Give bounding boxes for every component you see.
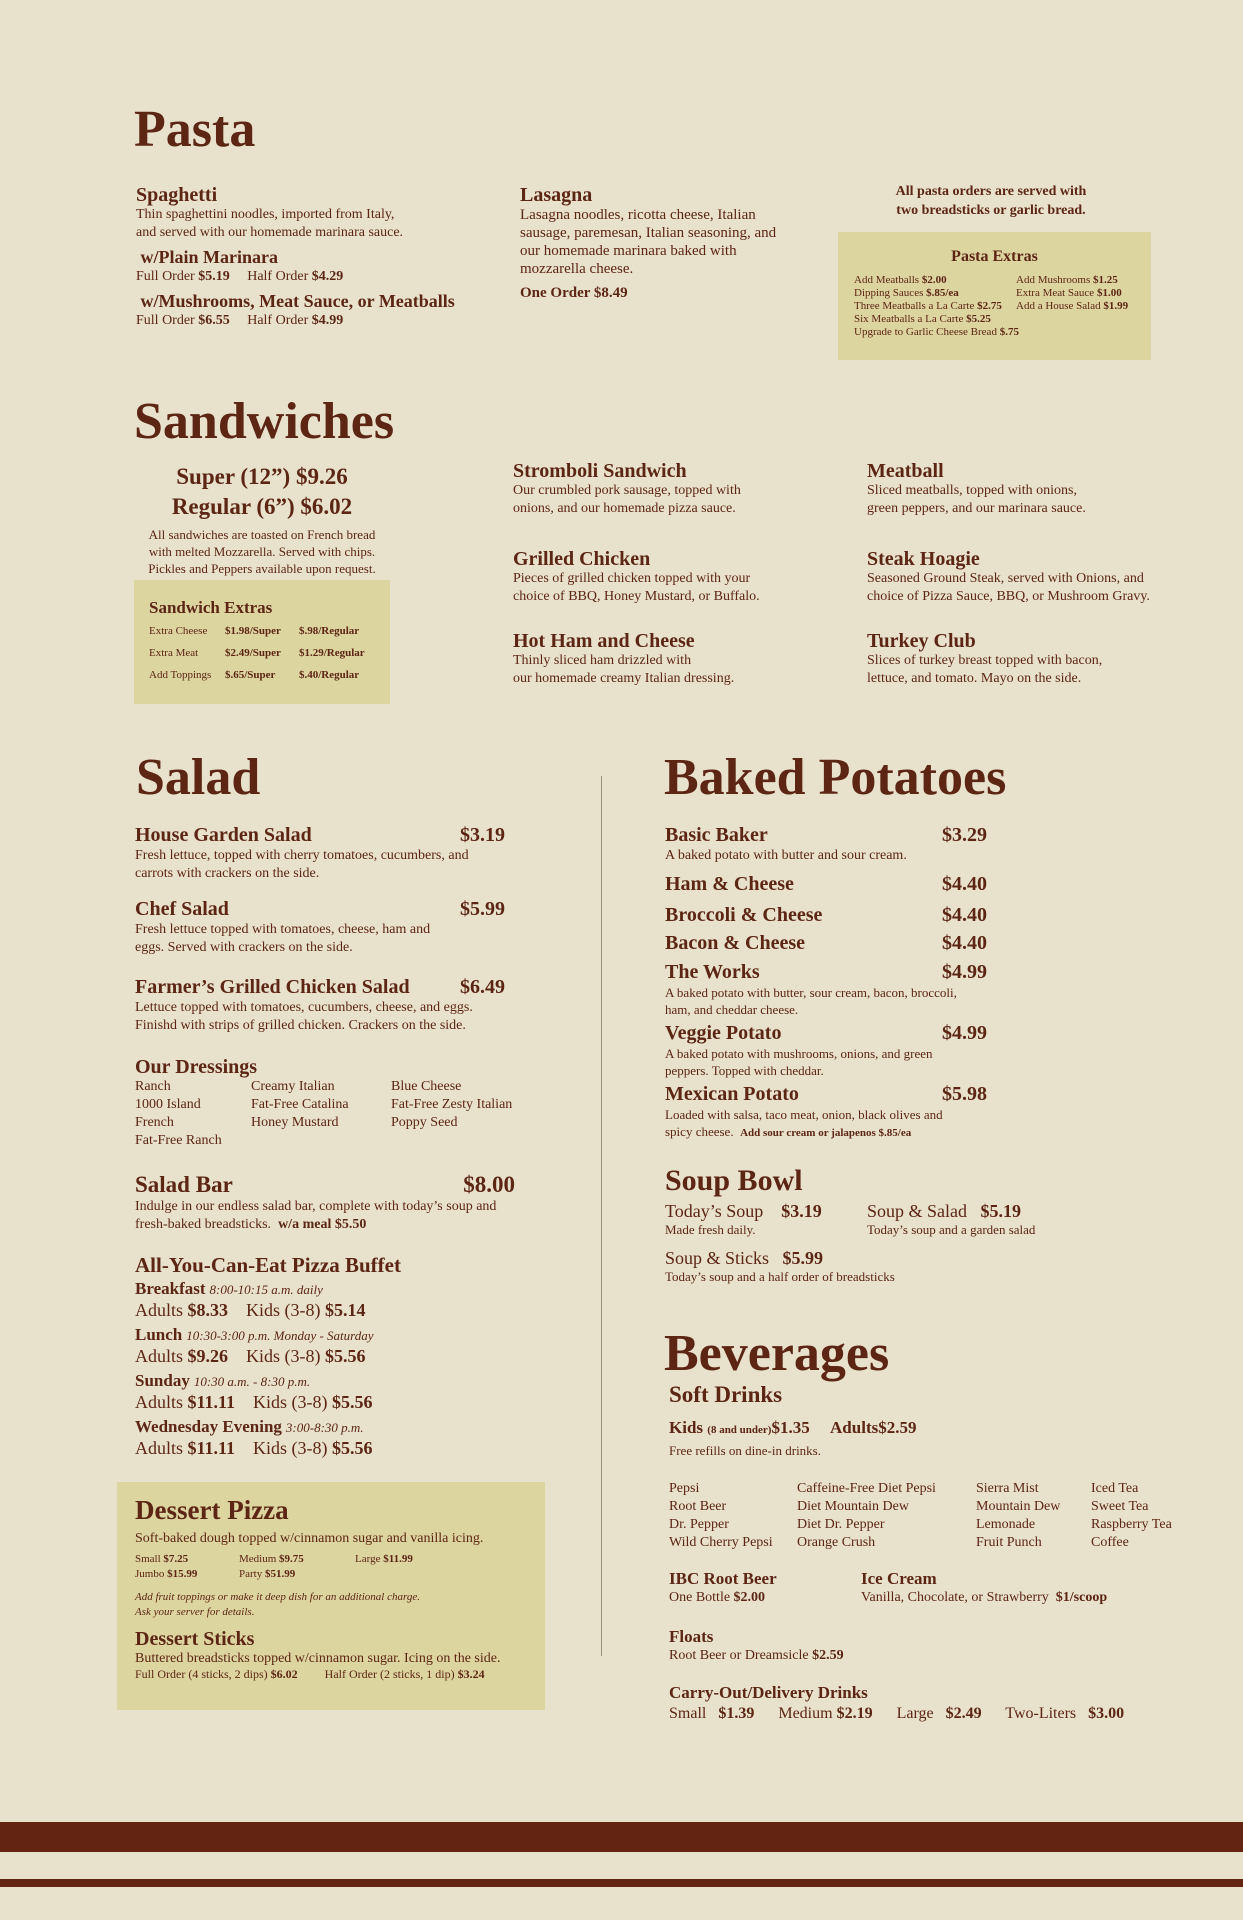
sandwich-item (513, 548, 833, 606)
dressings-col-3 (391, 1078, 512, 1150)
lasagna-desc-3: our homemade marinara baked with (520, 243, 737, 259)
sandwich-note-3: Pickles and Peppers available upon request. (148, 561, 376, 576)
salad-item-desc-1: Lettuce topped with tomatoes, cucumbers, cheese, and eggs. (135, 1000, 473, 1015)
soup-today: Today’s Soup $3.19 Made fresh daily. (665, 1201, 822, 1237)
spaghetti-option-meat-prices: Full Order $6.55 Half Order $4.99 (136, 312, 344, 328)
potato-item: Basic Baker $3.29 A baked potato with butter and sour cream. (665, 824, 987, 863)
sandwich-note-1: All sandwiches are toasted on French bread (148, 527, 376, 542)
spaghetti-option-plain: w/Plain Marinara (140, 247, 278, 267)
sandwich-extra-meat: Extra Meat $2.49/Super $1.29/Regular (149, 647, 365, 659)
extra-garlic-cheese-bread: Upgrade to Garlic Cheese Bread $.75 (854, 326, 1019, 338)
dressing-item: 1000 Island (135, 1097, 201, 1112)
dressing-item: Fat-Free Zesty Italian (391, 1097, 513, 1112)
footer-band-thin (0, 1879, 1243, 1887)
free-refills-note: Free refills on dine-in drinks. (669, 1443, 821, 1458)
soft-drink-prices: Kids (8 and under)$1.35 Adults$2.59 Free refills on dine-in drinks. (669, 1418, 1169, 1460)
salad-item-desc-2: eggs. Served with crackers on the side. (135, 940, 353, 955)
lasagna-price: One Order $8.49 (520, 285, 628, 301)
dessert-box (117, 1482, 545, 1710)
pasta-extras-col-2 (1016, 274, 1128, 339)
lasagna-desc-2: sausage, paremesan, Italian seasoning, and (520, 225, 777, 241)
sandwich-item-name: Grilled Chicken (513, 548, 651, 570)
soup-and-salad: Soup & Salad $5.19 Today’s soup and a garden salad (867, 1201, 1036, 1237)
salad-title: Salad (136, 749, 261, 806)
sandwiches-title: Sandwiches (134, 393, 395, 450)
sandwich-item (867, 630, 1227, 688)
potatoes-title: Baked Potatoes (664, 749, 1007, 806)
pizza-buffet (135, 1254, 555, 1459)
spaghetti-name: Spaghetti (136, 184, 218, 206)
sandwich-item-desc-2: lettuce, and tomato. Mayo on the side. (867, 671, 1082, 686)
footer-band-thick (0, 1822, 1243, 1852)
extra-add-mushrooms: Add Mushrooms $1.25 (1016, 274, 1118, 286)
spaghetti-option-plain-prices: Full Order $5.19 Half Order $4.29 (136, 268, 344, 284)
salad-bar-name: Salad Bar (135, 1172, 233, 1197)
pasta-title: Pasta (134, 101, 256, 158)
sandwich-item-name: Steak Hoagie (867, 548, 980, 570)
dressings-title: Our Dressings (135, 1056, 258, 1078)
sandwich-extra-toppings: Add Toppings $.65/Super $.40/Regular (149, 669, 360, 681)
salad-item-price: $3.19 (460, 824, 505, 846)
soup-and-sticks: Soup & Sticks $5.99 Today’s soup and a half order of breadsticks (665, 1248, 895, 1284)
salad-item-price: $6.49 (460, 976, 505, 998)
spaghetti-option-meat: w/Mushrooms, Meat Sauce, or Meatballs (140, 290, 455, 311)
dressings-section (135, 1056, 535, 1150)
sandwich-item-desc-1: Seasoned Ground Steak, served with Onions, and (867, 571, 1144, 586)
dessert-pizza-desc: Soft-baked dough topped w/cinnamon sugar and vanilla icing. (135, 1530, 484, 1546)
sandwich-extras-list (149, 620, 390, 686)
potato-item: Mexican Potato $5.98 Loaded with salsa, taco meat, onion, black olives and spicy cheese. Add sour cream or jalapenos $.85/ea (665, 1083, 987, 1139)
sandwich-item-name: Stromboli Sandwich (513, 460, 687, 482)
dessert-pizza-sizes: Small $7.25 Medium $9.75 Large $11.99 Jumbo $15.99 Party $51.99 (135, 1552, 413, 1580)
potato-item: The Works $4.99 A baked potato with butter, sour cream, bacon, broccoli, ham, and cheddar cheese. (665, 961, 987, 1017)
salad-item-desc-1: Fresh lettuce, topped with cherry tomatoes, cucumbers, and (135, 848, 469, 863)
spaghetti-desc-2: and served with our homemade marinara sauce. (136, 225, 404, 240)
dressing-item: Fat-Free Ranch (135, 1133, 222, 1148)
lasagna-name: Lasagna (520, 184, 593, 206)
dressing-item: Ranch (135, 1079, 171, 1094)
spaghetti-item (136, 184, 496, 330)
salad-item-name: Farmer’s Grilled Chicken Salad (135, 976, 410, 998)
salad-item-name: Chef Salad (135, 898, 229, 920)
dressing-item: French (135, 1115, 174, 1130)
dressing-item: Fat-Free Catalina (251, 1097, 349, 1112)
sandwich-item (867, 460, 1227, 518)
pasta-served-note (838, 182, 1144, 220)
extra-dipping-sauces: Dipping Sauces $.85/ea (854, 287, 959, 299)
buffet-row-wednesday: Wednesday Evening 3:00-8:30 p.m. Adults $11.11 Kids (3-8) $5.56 (135, 1417, 373, 1459)
column-divider (601, 776, 602, 1656)
salad-bar (135, 1172, 515, 1234)
potatoes-list (665, 824, 987, 1142)
floats: Floats Root Beer or Dreamsicle $2.59 (669, 1627, 844, 1663)
soft-drink-col-1: Pepsi Root Beer Dr. Pepper Wild Cherry Pepsi (669, 1481, 773, 1550)
sandwich-extras-box (134, 580, 390, 704)
sandwich-item (513, 460, 833, 518)
lasagna-desc-1: Lasagna noodles, ricotta cheese, Italian (520, 207, 756, 223)
salad-item (135, 824, 505, 883)
dressing-item: Poppy Seed (391, 1115, 458, 1130)
buffet-row-lunch: Lunch 10:30-3:00 p.m. Monday - Saturday Adults $9.26 Kids (3-8) $5.56 (135, 1325, 374, 1367)
pasta-extras-title: Pasta Extras (951, 248, 1038, 265)
dessert-sticks-prices: Full Order (4 sticks, 2 dips) $6.02 Half Order (2 sticks, 1 dip) $3.24 (135, 1666, 485, 1681)
salad-item-desc-2: carrots with crackers on the side. (135, 866, 320, 881)
soft-drink-col-4: Iced Tea Sweet Tea Raspberry Tea Coffee (1091, 1481, 1172, 1550)
salad-item-name: House Garden Salad (135, 824, 312, 846)
soft-drink-list (669, 1480, 1172, 1552)
salad-bar-price: $8.00 (463, 1172, 515, 1197)
extra-add-meatballs: Add Meatballs $2.00 (854, 274, 947, 286)
dressings-col-2 (251, 1078, 391, 1150)
soup-title: Soup Bowl (665, 1164, 803, 1197)
sandwich-item-desc-2: our homemade creamy Italian dressing. (513, 671, 735, 686)
sandwich-item-desc-1: Sliced meatballs, topped with onions, (867, 483, 1077, 498)
sandwich-sizes (134, 462, 390, 577)
soft-drinks-title: Soft Drinks (669, 1382, 783, 1407)
sandwich-note-2: with melted Mozzarella. Served with chips. (148, 544, 376, 559)
dressings-col-1 (135, 1078, 251, 1150)
sandwich-item-desc-1: Slices of turkey breast topped with bacon, (867, 653, 1103, 668)
extra-three-meatballs: Three Meatballs a La Carte $2.75 (854, 300, 1002, 312)
dressing-item: Honey Mustard (251, 1115, 339, 1130)
sandwich-item-desc-2: choice of BBQ, Honey Mustard, or Buffalo. (513, 589, 760, 604)
sandwich-item-desc-1: Our crumbled pork sausage, topped with (513, 483, 741, 498)
salad-item (135, 898, 505, 957)
sandwich-extras-title: Sandwich Extras (149, 598, 273, 617)
sandwich-item-name: Meatball (867, 460, 944, 482)
pasta-note-line-2: two breadsticks or garlic bread. (896, 203, 1086, 218)
extra-house-salad: Add a House Salad $1.99 (1016, 300, 1129, 312)
salad-item (135, 976, 505, 1035)
dressing-item: Blue Cheese (391, 1079, 462, 1094)
beverages-title: Beverages (664, 1325, 890, 1382)
sandwich-extra-cheese: Extra Cheese $1.98/Super $.98/Regular (149, 625, 360, 637)
buffet-row-sunday: Sunday 10:30 a.m. - 8:30 p.m. Adults $11.11 Kids (3-8) $5.56 (135, 1371, 373, 1413)
sandwich-super-price: Super (12”) $9.26 (176, 464, 348, 489)
dessert-pizza-title: Dessert Pizza (135, 1495, 289, 1525)
sandwich-item-desc-2: choice of Pizza Sauce, BBQ, or Mushroom Gravy. (867, 589, 1150, 604)
salad-bar-desc-2: fresh-baked breadsticks. w/a meal $5.50 (135, 1217, 367, 1232)
soft-drink-col-2: Caffeine-Free Diet Pepsi Diet Mountain Dew Diet Dr. Pepper Orange Crush (797, 1481, 936, 1550)
dressing-item: Creamy Italian (251, 1079, 335, 1094)
potato-item: Broccoli & Cheese $4.40 (665, 904, 987, 926)
dessert-sticks-title: Dessert Sticks (135, 1627, 255, 1650)
dessert-pizza-note: Add fruit toppings or make it deep dish for an additional charge. Ask your server for details. (135, 1590, 420, 1618)
sandwich-item (867, 548, 1227, 606)
sandwich-item-desc-1: Thinly sliced ham drizzled with (513, 653, 692, 668)
sandwich-item-desc-2: green peppers, and our marinara sauce. (867, 501, 1086, 516)
potato-item: Bacon & Cheese $4.40 (665, 932, 987, 954)
lasagna-desc-4: mozzarella cheese. (520, 261, 634, 277)
potato-item: Ham & Cheese $4.40 (665, 873, 987, 895)
sandwich-item (513, 630, 833, 688)
sandwich-item-name: Hot Ham and Cheese (513, 630, 695, 652)
extra-six-meatballs: Six Meatballs a La Carte $5.25 (854, 313, 991, 325)
lasagna-item (520, 184, 810, 302)
pasta-note-line-1: All pasta orders are served with (895, 184, 1087, 199)
buffet-title: All-You-Can-Eat Pizza Buffet (135, 1253, 401, 1277)
buffet-row-breakfast: Breakfast 8:00-10:15 a.m. daily Adults $8.33 Kids (3-8) $5.14 (135, 1279, 366, 1321)
ice-cream: Ice Cream Vanilla, Chocolate, or Strawberry $1/scoop (861, 1569, 1108, 1605)
pasta-extras-col-1 (854, 274, 1019, 339)
potato-item: Veggie Potato $4.99 A baked potato with mushrooms, onions, and green peppers. Topped with cheddar. (665, 1022, 987, 1078)
sandwich-regular-price: Regular (6”) $6.02 (171, 494, 353, 519)
sandwich-item-desc-2: onions, and our homemade pizza sauce. (513, 501, 736, 516)
ibc-root-beer: IBC Root Beer One Bottle $2.00 (669, 1569, 777, 1605)
spaghetti-desc-1: Thin spaghettini noodles, imported from Italy, (136, 207, 395, 222)
salad-item-desc-2: Finishd with strips of grilled chicken. Crackers on the side. (135, 1018, 466, 1033)
soup-section (665, 1164, 1115, 1285)
dessert-sticks-desc: Buttered breadsticks topped w/cinnamon sugar. Icing on the side. (135, 1650, 501, 1666)
sandwich-item-name: Turkey Club (867, 630, 976, 652)
salad-bar-desc-1: Indulge in our endless salad bar, complete with today’s soup and (135, 1199, 497, 1214)
extra-meat-sauce: Extra Meat Sauce $1.00 (1016, 287, 1122, 299)
soft-drink-col-3: Sierra Mist Mountain Dew Lemonade Fruit Punch (976, 1481, 1061, 1550)
carry-out-drinks: Carry-Out/Delivery Drinks Small $1.39 Medium $2.19 Large $2.49 Two-Liters $3.00 (669, 1683, 1125, 1722)
salad-item-price: $5.99 (460, 898, 505, 920)
pasta-extras-box (838, 232, 1151, 360)
sandwich-item-desc-1: Pieces of grilled chicken topped with your (513, 571, 751, 586)
salad-item-desc-1: Fresh lettuce topped with tomatoes, cheese, ham and (135, 922, 431, 937)
